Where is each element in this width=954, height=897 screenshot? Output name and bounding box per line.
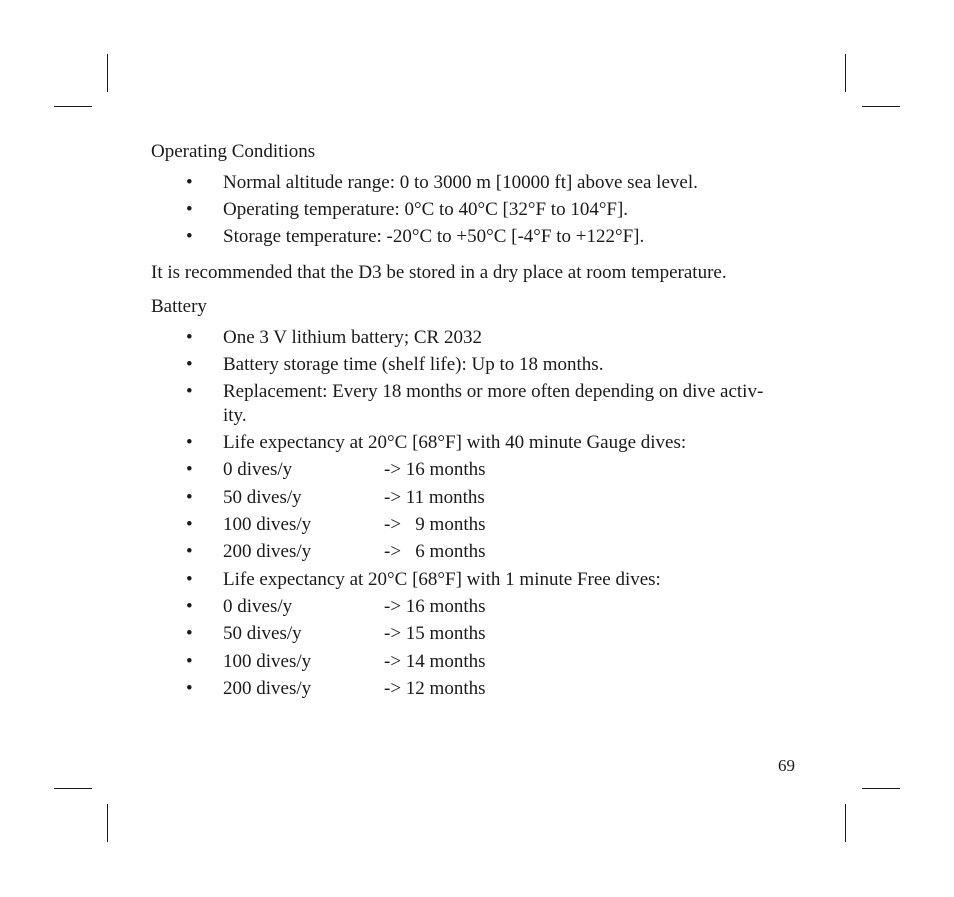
crop-mark-bottom-left-vertical: [107, 804, 108, 842]
list-item-text: Battery storage time (shelf life): Up to 18 months.: [223, 354, 604, 375]
operating-conditions-heading: Operating Conditions: [151, 141, 316, 162]
crop-mark-top-right-vertical: [845, 54, 846, 92]
bullet: •: [186, 487, 193, 508]
crop-mark-bottom-left-horizontal: [54, 788, 92, 789]
battery-life: -> 6 months: [384, 541, 486, 562]
dives-per-year: 100 dives/y: [223, 651, 312, 672]
bullet: •: [186, 678, 193, 699]
list-item-text: Operating temperature: 0°C to 40°C [32°F to 104°F].: [223, 199, 629, 220]
bullet: •: [186, 623, 193, 644]
page-number: 69: [778, 756, 795, 775]
battery-life: -> 11 months: [384, 487, 485, 508]
battery-heading: Battery: [151, 296, 207, 317]
battery-life: -> 12 months: [384, 678, 486, 699]
bullet: •: [186, 199, 193, 220]
bullet: •: [186, 596, 193, 617]
bullet: •: [186, 432, 193, 453]
bullet: •: [186, 459, 193, 480]
bullet: •: [186, 569, 193, 590]
battery-life: -> 15 months: [384, 623, 486, 644]
battery-life: -> 9 months: [384, 514, 486, 535]
dives-per-year: 200 dives/y: [223, 678, 312, 699]
list-item-text: One 3 V lithium battery; CR 2032: [223, 327, 482, 348]
list-item-text: Storage temperature: -20°C to +50°C [-4°F to +122°F].: [223, 226, 645, 247]
battery-life: -> 14 months: [384, 651, 486, 672]
list-item-text: Life expectancy at 20°C [68°F] with 1 minute Free dives:: [223, 569, 661, 590]
dives-per-year: 50 dives/y: [223, 487, 302, 508]
crop-mark-top-left-vertical: [107, 54, 108, 92]
crop-mark-bottom-right-vertical: [845, 804, 846, 842]
bullet: •: [186, 514, 193, 535]
crop-mark-top-right-horizontal: [862, 106, 900, 107]
list-item-text: Life expectancy at 20°C [68°F] with 40 minute Gauge dives:: [223, 432, 687, 453]
dives-per-year: 0 dives/y: [223, 596, 293, 617]
bullet: •: [186, 327, 193, 348]
crop-mark-top-left-horizontal: [54, 106, 92, 107]
bullet: •: [186, 541, 193, 562]
dives-per-year: 200 dives/y: [223, 541, 312, 562]
bullet: •: [186, 226, 193, 247]
storage-note-paragraph: It is recommended that the D3 be stored in a dry place at room temperature.: [151, 262, 727, 283]
list-item-text: Replacement: Every 18 months or more often depending on dive activ-: [223, 381, 764, 402]
bullet: •: [186, 381, 193, 402]
battery-life: -> 16 months: [384, 596, 486, 617]
dives-per-year: 100 dives/y: [223, 514, 312, 535]
crop-mark-bottom-right-horizontal: [862, 788, 900, 789]
bullet: •: [186, 354, 193, 375]
dives-per-year: 0 dives/y: [223, 459, 293, 480]
list-item-text: ity.: [223, 405, 247, 426]
dives-per-year: 50 dives/y: [223, 623, 302, 644]
bullet: •: [186, 172, 193, 193]
battery-life: -> 16 months: [384, 459, 486, 480]
list-item-text: Normal altitude range: 0 to 3000 m [10000 ft] above sea level.: [223, 172, 698, 193]
bullet: •: [186, 651, 193, 672]
